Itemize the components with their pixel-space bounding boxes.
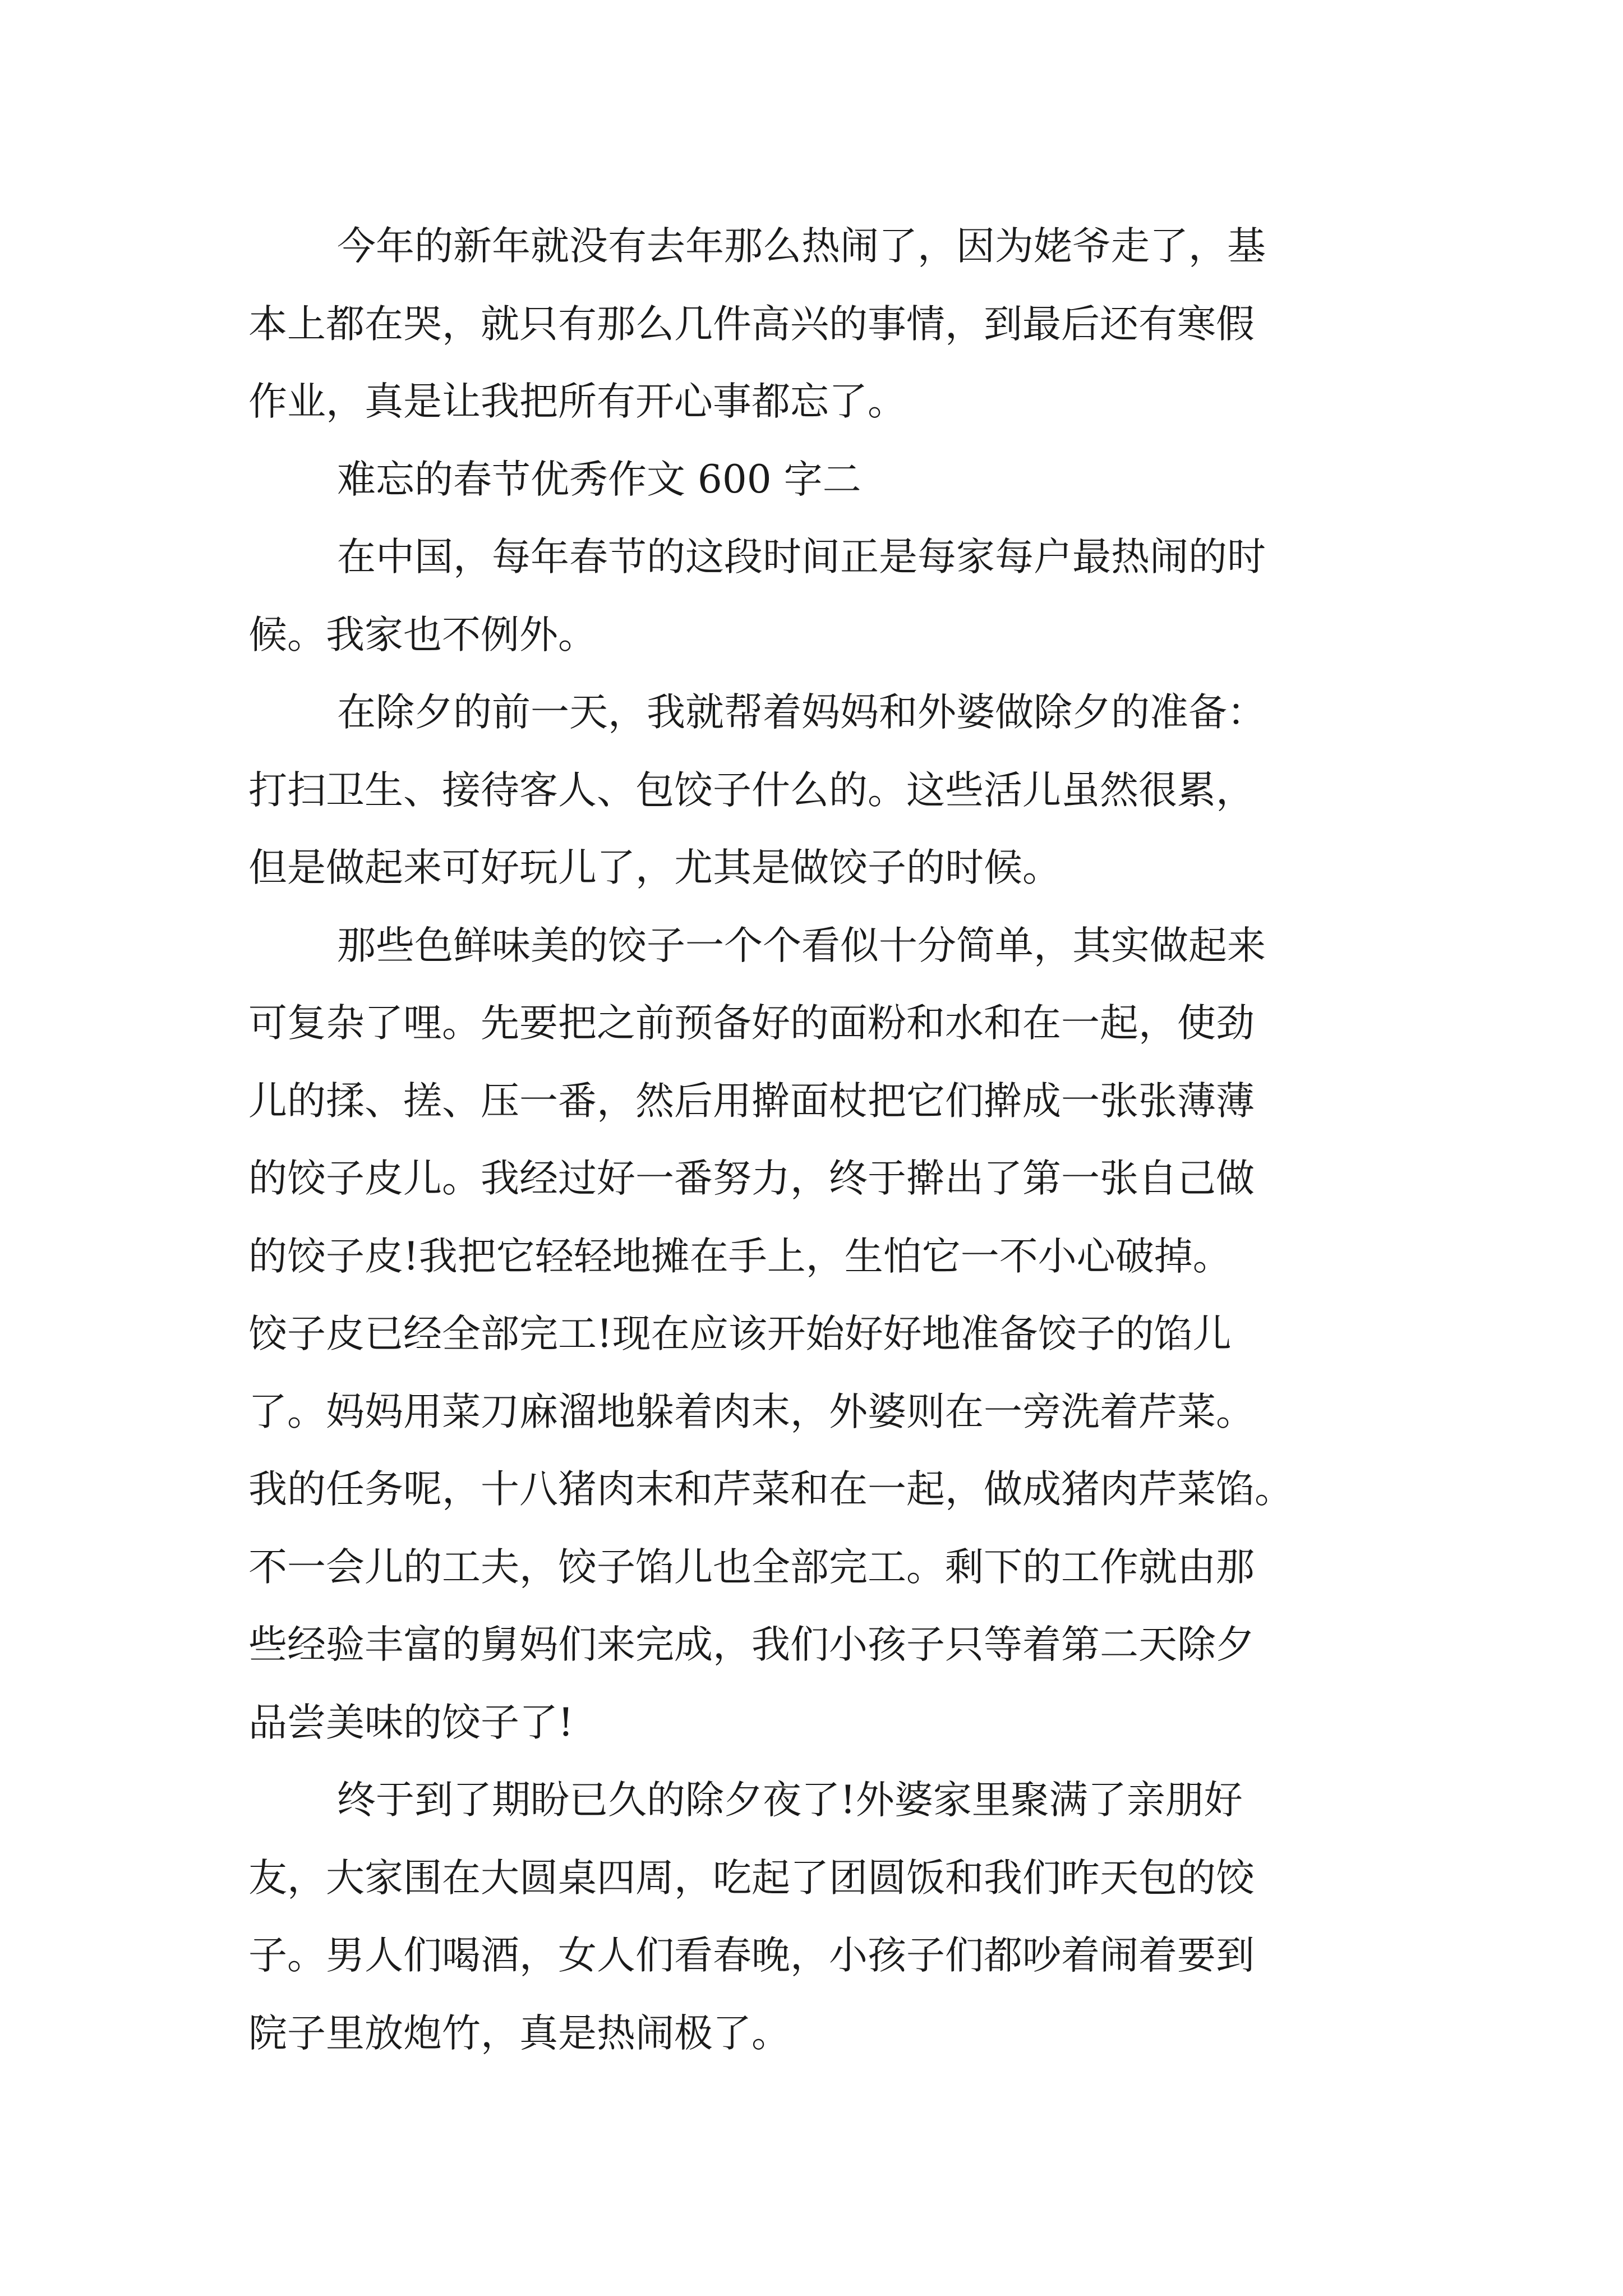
- paragraph-1-line-1: 今年的新年就没有去年那么热闹了，因为姥爷走了，基: [337, 224, 1266, 269]
- paragraph-4-line-5: 的饺子皮!我把它轻轻地摊在手上，生怕它一不小心破掉。: [248, 1234, 1232, 1279]
- paragraph-5-line-4: 院子里放炮竹，真是热闹极了。: [248, 2010, 790, 2056]
- paragraph-4-line-8: 我的任务呢，十八猪肉末和芹菜和在一起，做成猪肉芹菜馅。: [248, 1467, 1293, 1512]
- paragraph-3-line-1: 在除夕的前一天，我就帮着妈妈和外婆做除夕的准备：: [337, 690, 1266, 735]
- paragraph-3-line-3: 但是做起来可好玩儿了，尤其是做饺子的时候。: [248, 845, 1061, 890]
- paragraph-1-line-3: 作业，真是让我把所有开心事都忘了。: [248, 379, 906, 424]
- paragraph-4-line-2: 可复杂了哩。先要把之前预备好的面粉和水和在一起，使劲: [248, 1001, 1255, 1046]
- paragraph-5-line-3: 子。男人们喝酒，女人们看春晚，小孩子们都吵着闹着要到: [248, 1933, 1255, 1978]
- paragraph-4-line-7: 了。妈妈用菜刀麻溜地躲着肉末，外婆则在一旁洗着芹菜。: [248, 1389, 1255, 1434]
- paragraph-4-line-9: 不一会儿的工夫，饺子馅儿也全部完工。剩下的工作就由那: [248, 1544, 1255, 1590]
- paragraph-2-line-1: 在中国，每年春节的这段时间正是每家每户最热闹的时: [337, 535, 1266, 579]
- paragraph-3-line-2: 打扫卫生、接待客人、包饺子什么的。这些活儿虽然很累，: [248, 767, 1255, 813]
- paragraph-4-line-10: 些经验丰富的舅妈们来完成，我们小孩子只等着第二天除夕: [248, 1622, 1255, 1667]
- paragraph-4-line-3: 儿的揉、搓、压一番，然后用擀面杖把它们擀成一张张薄薄: [248, 1078, 1255, 1124]
- paragraph-4-line-1: 那些色鲜味美的饺子一个个看似十分简单，其实做起来: [337, 923, 1266, 968]
- paragraph-2-line-2: 候。我家也不例外。: [248, 612, 597, 657]
- paragraph-5-line-1: 终于到了期盼已久的除夕夜了!外婆家里聚满了亲朋好: [337, 1778, 1243, 1823]
- paragraph-4-line-6: 饺子皮已经全部完工!现在应该开始好好地准备饺子的馅儿: [248, 1312, 1232, 1356]
- paragraph-4-line-4: 的饺子皮儿。我经过好一番努力，终于擀出了第一张自己做: [248, 1156, 1255, 1201]
- section-title: 难忘的春节优秀作文 600 字二: [337, 457, 861, 502]
- paragraph-4-line-11: 品尝美味的饺子了!: [248, 1700, 574, 1745]
- document-body: [248, 208, 1404, 2072]
- paragraph-5-line-2: 友，大家围在大圆桌四周，吃起了团圆饭和我们昨天包的饺: [248, 1855, 1255, 1901]
- paragraph-1-line-2: 本上都在哭，就只有那么几件高兴的事情，到最后还有寒假: [248, 301, 1255, 347]
